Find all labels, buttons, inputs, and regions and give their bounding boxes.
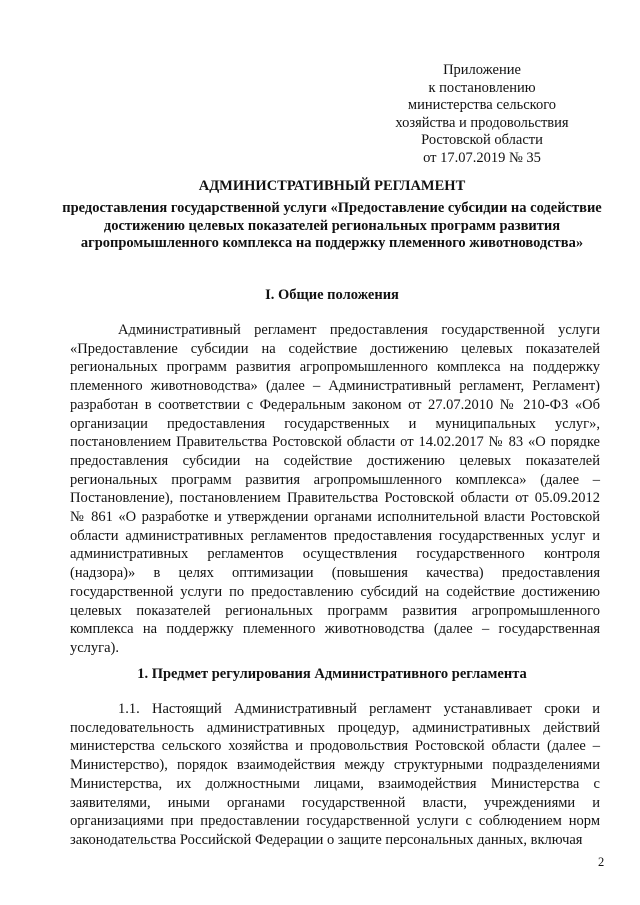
appendix-line: министерства сельского — [407, 97, 557, 114]
section-heading-general: I. Общие положения — [265, 287, 399, 303]
appendix-line: Ростовской области — [421, 132, 543, 149]
section-heading-subject: 1. Предмет регулирования Административного регламента — [137, 666, 527, 682]
document-title: АДМИНИСТРАТИВНЫЙ РЕГЛАМЕНТ — [198, 178, 466, 194]
page-number: 2 — [598, 855, 605, 869]
appendix-line: от 17.07.2019 № 35 — [423, 149, 541, 166]
paragraph-1-1: 1.1. Настоящий Административный регламент устанавливает сроки и последовательность административных процедур, административных действий министерства сельского хозяйства и продовольствия Ростовской области (далее – Министерство), порядок взаимодействия между структурными подразделениями Министерства, их должностными лицами, взаимодействия Министерства с заявителями, иными органами государственной власти, учреждениями и организациями при предоставлении государственной услуги с соблюдением норм законодательства Российской Федерации о защите персональных данных, включая — [70, 701, 600, 848]
appendix-block — [392, 62, 572, 168]
appendix-line: к постановлению — [428, 79, 536, 96]
appendix-line: Приложение — [443, 62, 521, 78]
paragraph-general: Административный регламент предоставления государственной услуги «Предоставление субсидии на содействие достижению целевых показателей региональных программ развития агропромышленного комплекса на поддержку племенного животноводства» (далее – Административный регламент, Регламент) разработан в соответствии с Федеральным законом от 27.07.2010 № 210-ФЗ «Об организации предоставления государственных и муниципальных услуг», постановлением Правительства Ростовской области от 14.02.2017 № 83 «О порядке предоставления субсидии на содействие достижению целевых показателей региональных программ развития агропромышленного комплекса» (далее – Постановление), постановлением Правительства Ростовской области от 05.09.2012 № 861 «О разработке и утверждении органами исполнительной власти Ростовской области административных регламентов предоставления государственных услуг и административных регламентов осуществления государственного контроля (надзора)» в целях оптимизации (повышения качества) предоставления государственной услуги по предоставлению субсидий на содействие достижению целевых показателей региональных программ развития агропромышленного комплекса на поддержку племенного животноводства (далее – государственная услуга). — [70, 322, 600, 656]
appendix-line: хозяйства и продовольствия — [395, 114, 569, 131]
document-subtitle: предоставления государственной услуги «Предоставление субсидии на содействие достижению целевых показателей региональных программ развития агропромышленного комплекса на поддержку племенного животноводства» — [62, 200, 602, 252]
